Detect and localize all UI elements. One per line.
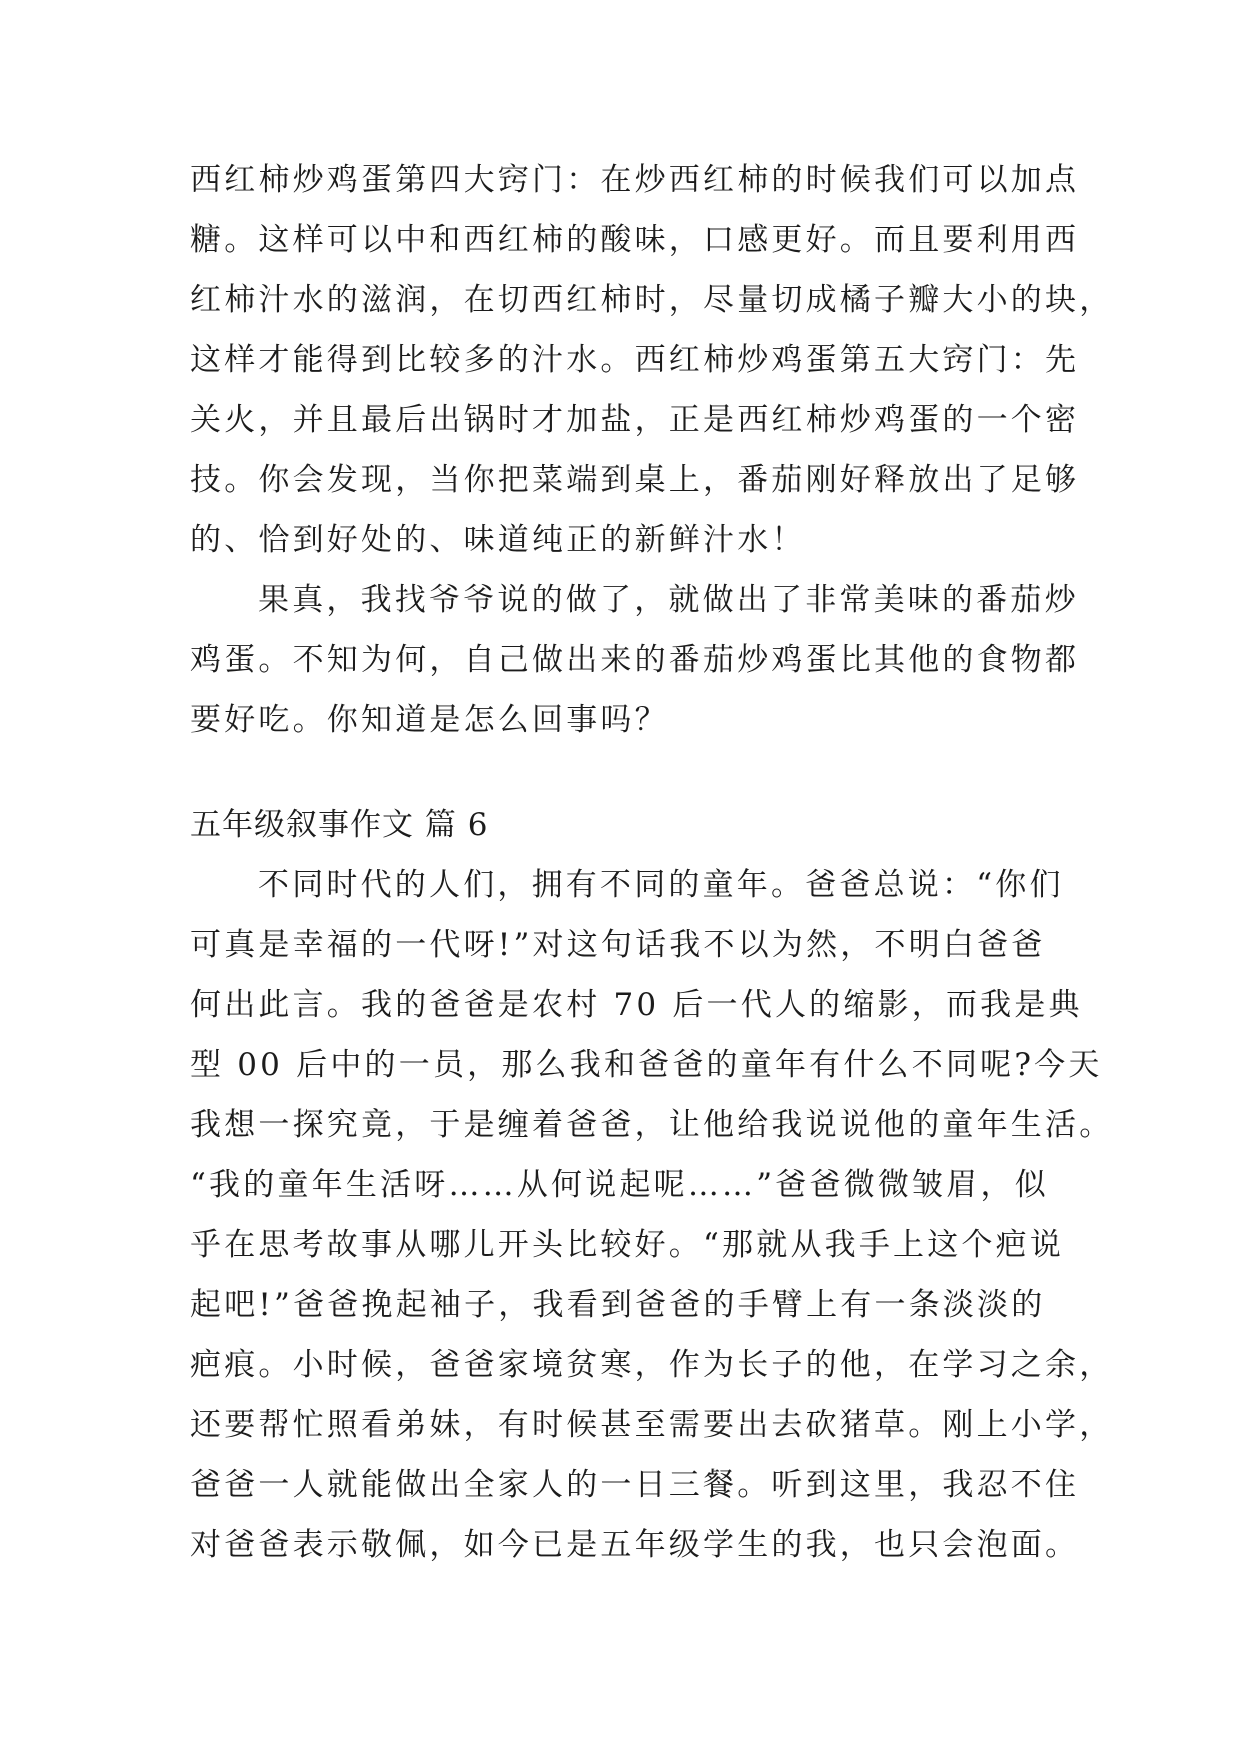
text-line: “我的童年生活呀……从何说起呢……”爸爸微微皱眉，似 bbox=[190, 1167, 1049, 1203]
text-line: 鸡蛋。不知为何，自己做出来的番茄炒鸡蛋比其他的食物都 bbox=[190, 642, 1080, 678]
text-line: 可真是幸福的一代呀!”对这句话我不以为然，不明白爸爸 bbox=[190, 927, 1046, 963]
text-line: 关火，并且最后出锅时才加盐，正是西红柿炒鸡蛋的一个密 bbox=[190, 402, 1080, 438]
text-line: 红柿汁水的滋润，在切西红柿时，尽量切成橘子瓣大小的块， bbox=[190, 282, 1114, 318]
text-line: 爸爸一人就能做出全家人的一日三餐。听到这里，我忍不住 bbox=[190, 1467, 1080, 1503]
text-line: 这样才能得到比较多的汁水。西红柿炒鸡蛋第五大窍门：先 bbox=[190, 342, 1080, 378]
text-line: 技。你会发现，当你把菜端到桌上，番茄刚好释放出了足够 bbox=[190, 462, 1080, 498]
text-line: 糖。这样可以中和西红柿的酸味，口感更好。而且要利用西 bbox=[190, 222, 1080, 258]
text-line: 起吧!”爸爸挽起袖子，我看到爸爸的手臂上有一条淡淡的 bbox=[190, 1287, 1046, 1323]
section-heading: 五年级叙事作文 篇 6 bbox=[190, 807, 489, 843]
text-line: 对爸爸表示敬佩，如今已是五年级学生的我，也只会泡面。 bbox=[190, 1527, 1080, 1563]
text-line: 型 00 后中的一员，那么我和爸爸的童年有什么不同呢?今天 bbox=[190, 1047, 1103, 1083]
text-line: 果真，我找爷爷说的做了，就做出了非常美味的番茄炒 bbox=[258, 582, 1079, 618]
text-line: 乎在思考故事从哪儿开头比较好。“那就从我手上这个疤说 bbox=[190, 1227, 1065, 1263]
text-line: 何出此言。我的爸爸是农村 70 后一代人的缩影，而我是典 bbox=[190, 987, 1083, 1023]
text-line: 我想一探究竟，于是缠着爸爸，让他给我说说他的童年生活。 bbox=[190, 1107, 1114, 1143]
text-line: 西红柿炒鸡蛋第四大窍门：在炒西红柿的时候我们可以加点 bbox=[190, 162, 1080, 198]
text-line: 不同时代的人们，拥有不同的童年。爸爸总说：“你们 bbox=[258, 867, 1064, 903]
text-line: 还要帮忙照看弟妹，有时候甚至需要出去砍猪草。刚上小学， bbox=[190, 1407, 1114, 1443]
text-line: 疤痕。小时候，爸爸家境贫寒，作为长子的他，在学习之余， bbox=[190, 1347, 1114, 1383]
text-line: 要好吃。你知道是怎么回事吗？ bbox=[190, 702, 669, 738]
text-line: 的、恰到好处的、味道纯正的新鲜汁水！ bbox=[190, 522, 806, 558]
